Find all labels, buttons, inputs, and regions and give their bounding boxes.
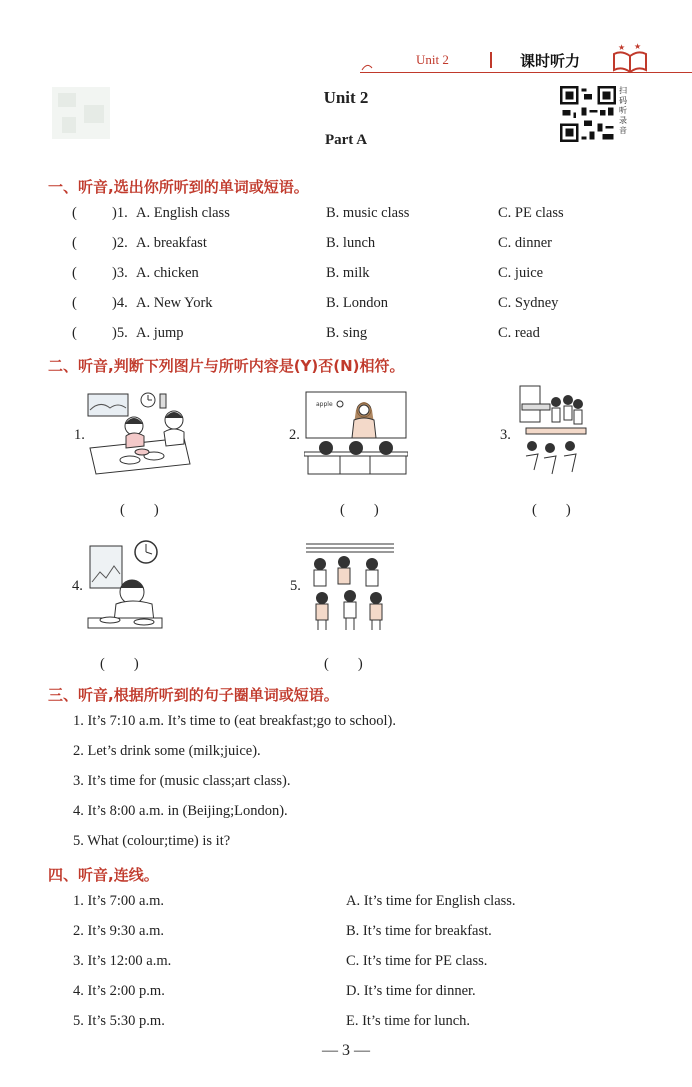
- option-a: A. English class: [136, 205, 230, 221]
- header-unit: Unit 2: [416, 52, 449, 67]
- match-left-item[interactable]: 1. It’s 7:00 a.m.: [73, 893, 165, 909]
- picture-number: 2.: [289, 427, 300, 443]
- item-number: )1.: [112, 205, 128, 221]
- answer-paren[interactable]: (: [72, 325, 77, 341]
- option-b: B. London: [326, 295, 389, 311]
- answer-paren[interactable]: (: [72, 295, 77, 311]
- picture-number: 1.: [74, 427, 85, 443]
- book-logo-icon: [610, 40, 650, 74]
- answer-paren[interactable]: (: [72, 205, 77, 221]
- page-subtitle: Part A: [324, 132, 368, 148]
- match-right-item[interactable]: D. It’s time for dinner.: [346, 983, 476, 999]
- svg-text:★: ★: [618, 43, 626, 52]
- answer-blank[interactable]: ( ): [120, 502, 159, 518]
- match-left-item[interactable]: 2. It’s 9:30 a.m.: [73, 923, 165, 939]
- option-a: A. jump: [136, 325, 184, 341]
- item-number: )2.: [112, 235, 128, 251]
- picture-boy-eating: [86, 538, 164, 632]
- option-b: B. music class: [326, 205, 410, 221]
- answer-blank[interactable]: ( ): [340, 502, 379, 518]
- picture-number: 4.: [72, 578, 83, 594]
- option-b: B. sing: [326, 325, 368, 341]
- option-c: C. juice: [498, 265, 544, 281]
- section3-heading: 三、听音,根据所听到的句子圈单词或短语。: [48, 686, 339, 704]
- match-left-item[interactable]: 5. It’s 5:30 p.m.: [73, 1013, 165, 1029]
- section2-heading: 二、听音,判断下列图片与所听内容是(Y)否(N)相符。: [48, 357, 405, 375]
- option-c: C. PE class: [498, 205, 564, 221]
- match-right-item[interactable]: C. It’s time for PE class.: [346, 953, 488, 969]
- option-b: B. milk: [326, 265, 370, 281]
- picture-family-dinner: [86, 390, 194, 476]
- list-item[interactable]: 1. It’s 7:10 a.m. It’s time to (eat breakfast;go to school).: [73, 713, 396, 729]
- match-right-item[interactable]: E. It’s time for lunch.: [346, 1013, 471, 1029]
- page-number: — 3 —: [322, 1042, 370, 1059]
- answer-blank[interactable]: ( ): [100, 656, 139, 672]
- option-b: B. lunch: [326, 235, 376, 251]
- board-word: apple: [316, 401, 333, 408]
- item-number: )4.: [112, 295, 128, 311]
- list-item[interactable]: 3. It’s time for (music class;art class).: [73, 773, 291, 789]
- option-c: C. dinner: [498, 235, 552, 251]
- decoration-swirl-icon: [360, 60, 374, 74]
- answer-blank[interactable]: ( ): [324, 656, 363, 672]
- match-left-item[interactable]: 3. It’s 12:00 a.m.: [73, 953, 172, 969]
- option-c: C. read: [498, 325, 540, 341]
- option-a: A. chicken: [136, 265, 199, 281]
- picture-classroom: [304, 390, 408, 478]
- list-item[interactable]: 4. It’s 8:00 a.m. in (Beijing;London).: [73, 803, 288, 819]
- answer-blank[interactable]: ( ): [532, 502, 571, 518]
- qr-code-image[interactable]: [560, 86, 616, 142]
- section1-heading: 一、听音,选出你所听到的单词或短语。: [48, 178, 309, 196]
- picture-number: 5.: [290, 578, 301, 594]
- picture-number: 3.: [500, 427, 511, 443]
- item-number: )3.: [112, 265, 128, 281]
- svg-text:★: ★: [634, 42, 642, 51]
- match-right-item[interactable]: B. It’s time for breakfast.: [346, 923, 492, 939]
- picture-kids-playing: [516, 384, 588, 480]
- option-a: A. breakfast: [136, 235, 207, 251]
- qr-label: 扫码听录音: [619, 86, 627, 135]
- item-number: )5.: [112, 325, 128, 341]
- answer-paren[interactable]: (: [72, 265, 77, 281]
- list-item[interactable]: 2. Let’s drink some (milk;juice).: [73, 743, 261, 759]
- header-divider: [490, 52, 492, 68]
- answer-paren[interactable]: (: [72, 235, 77, 251]
- header-title: 课时听力: [520, 52, 581, 70]
- picture-kids-singing: [306, 540, 394, 632]
- page-title: Unit 2: [323, 88, 369, 107]
- option-a: A. New York: [136, 295, 213, 311]
- list-item[interactable]: 5. What (colour;time) is it?: [73, 833, 231, 849]
- option-c: C. Sydney: [498, 295, 559, 311]
- match-left-item[interactable]: 4. It’s 2:00 p.m.: [73, 983, 165, 999]
- match-right-item[interactable]: A. It’s time for English class.: [346, 893, 516, 909]
- section4-heading: 四、听音,连线。: [48, 866, 159, 884]
